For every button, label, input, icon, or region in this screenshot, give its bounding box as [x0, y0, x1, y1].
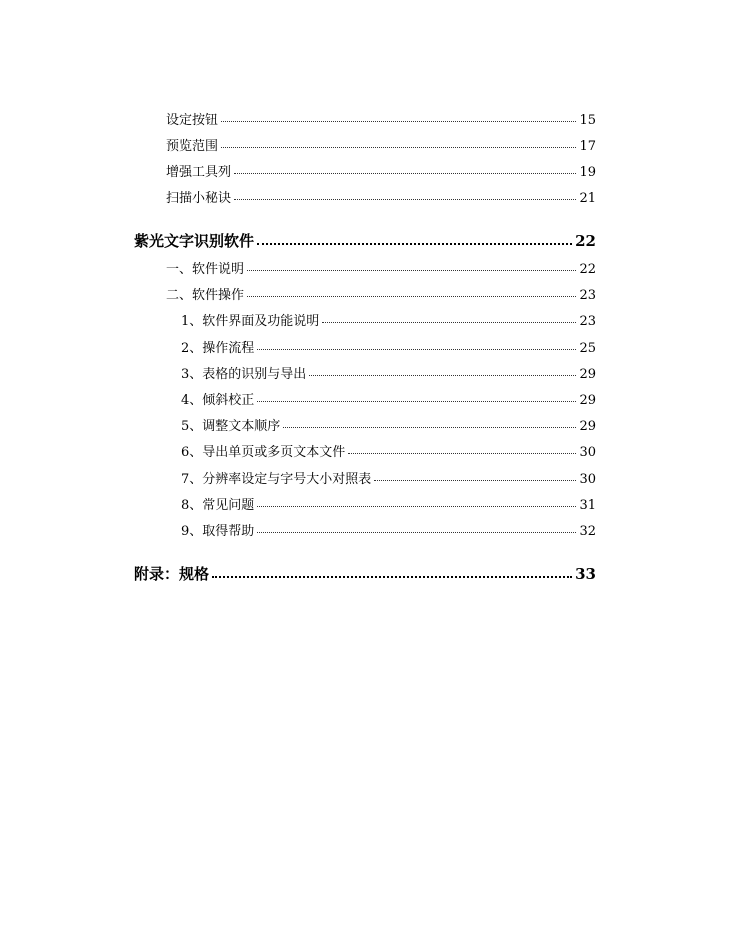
toc-entry[interactable]: [181, 415, 596, 434]
toc-entry[interactable]: [166, 161, 596, 180]
toc-entry-page: 22: [579, 262, 596, 277]
toc-entry-page: 29: [579, 419, 596, 434]
dot-leader: [374, 480, 576, 481]
toc-entry-page: 23: [579, 314, 596, 329]
dot-leader: [257, 349, 576, 350]
toc-entry-title: 1、软件界面及功能说明: [181, 314, 320, 329]
toc-entry[interactable]: [181, 337, 596, 356]
toc-chapter-page: 22: [575, 232, 596, 250]
dot-leader: [221, 121, 576, 122]
dot-leader: [309, 375, 576, 376]
toc-entry[interactable]: [181, 494, 596, 513]
toc-entry-page: 30: [579, 472, 596, 487]
toc-entry-title: 5、调整文本顺序: [181, 419, 281, 434]
toc-chapter-page: 33: [575, 565, 596, 583]
toc-entry-title: 4、倾斜校正: [181, 393, 255, 408]
toc-entry-page: 29: [579, 393, 596, 408]
toc-entry-page: 19: [579, 165, 596, 180]
toc-chapter-title: 紫光文字识别软件: [134, 232, 255, 250]
dot-leader: [257, 243, 572, 245]
dot-leader: [212, 576, 572, 578]
toc-entry[interactable]: [181, 310, 596, 329]
toc-entry-title: 一、软件说明: [166, 262, 245, 277]
toc-entry[interactable]: [166, 135, 596, 154]
toc-entry[interactable]: [181, 520, 596, 539]
dot-leader: [322, 322, 576, 323]
dot-leader: [283, 427, 576, 428]
toc-entry-page: 17: [579, 139, 596, 154]
dot-leader: [234, 173, 576, 174]
toc-entry-title: 8、常见问题: [181, 498, 255, 513]
toc-entry-page: 32: [579, 524, 596, 539]
toc-entry[interactable]: [181, 389, 596, 408]
toc-entry-title: 9、取得帮助: [181, 524, 255, 539]
toc-entry-title: 预览范围: [166, 139, 219, 154]
dot-leader: [221, 147, 576, 148]
dot-leader: [257, 506, 576, 507]
toc-entry-page: 30: [579, 445, 596, 460]
toc-entry-title: 设定按钮: [166, 113, 219, 128]
toc-entry[interactable]: [166, 284, 596, 303]
toc-entry-title: 7、分辨率设定与字号大小对照表: [181, 472, 372, 487]
toc-entry-title: 3、表格的识别与导出: [181, 367, 307, 382]
dot-leader: [234, 199, 576, 200]
toc-entry[interactable]: [166, 258, 596, 277]
toc-entry[interactable]: [181, 441, 596, 460]
toc-entry-title: 2、操作流程: [181, 341, 255, 356]
dot-leader: [247, 296, 576, 297]
toc-entry[interactable]: [166, 109, 596, 128]
toc-entry-title: 扫描小秘诀: [166, 191, 232, 206]
toc-entry-title: 二、软件操作: [166, 288, 245, 303]
dot-leader: [257, 401, 576, 402]
toc-chapter[interactable]: [134, 230, 596, 251]
toc-chapter-title: 附录：规格: [134, 565, 210, 583]
toc-entry-page: 25: [579, 341, 596, 356]
toc-entry-page: 15: [579, 113, 596, 128]
toc-entry[interactable]: [166, 187, 596, 206]
toc-chapter[interactable]: [134, 563, 596, 584]
dot-leader: [247, 270, 576, 271]
toc-entry-page: 23: [579, 288, 596, 303]
dot-leader: [348, 453, 576, 454]
dot-leader: [257, 532, 576, 533]
toc-entry-title: 增强工具列: [166, 165, 232, 180]
toc-entry-title: 6、导出单页或多页文本文件: [181, 445, 346, 460]
toc-entry-page: 31: [579, 498, 596, 513]
toc-entry-page: 29: [579, 367, 596, 382]
toc-entry[interactable]: [181, 468, 596, 487]
toc-entry[interactable]: [181, 363, 596, 382]
toc-entry-page: 21: [579, 191, 596, 206]
